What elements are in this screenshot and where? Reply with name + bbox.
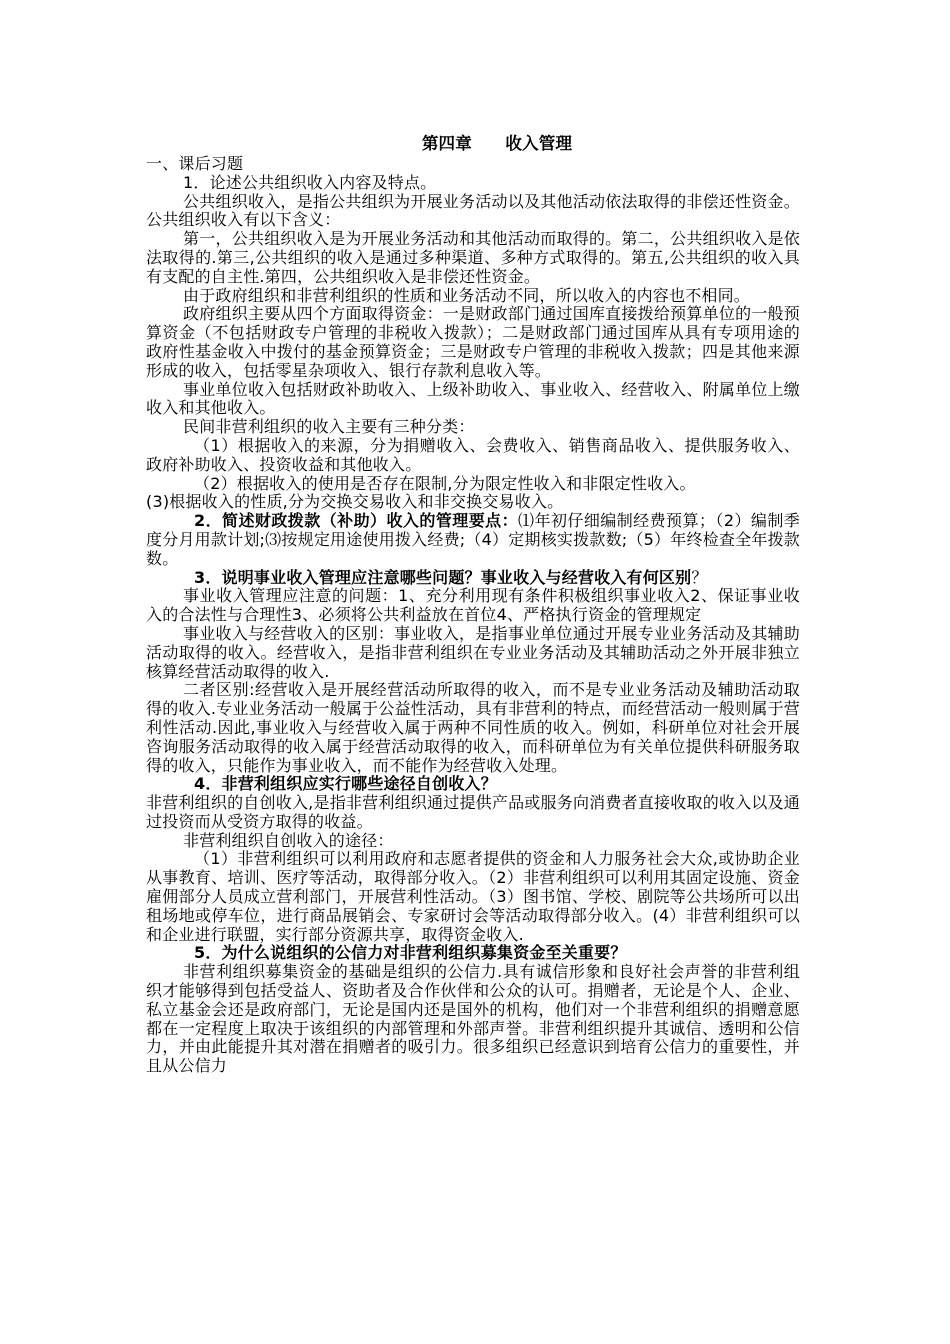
paragraph-text: 事业收入管理应注意的问题：1、充分利用现有条件积极组织事业收入2、保证事业收入的合法性与合理性3、必须将公共利益放在首位4、严格执行资金的管理规定 [146,586,800,625]
paragraph-text: （1）非营利组织可以利用政府和志愿者提供的资金和人力服务社会大众,或协助企业从事教育、培训、医疗等活动，取得部分收入。（2）非营利组织可以利用其固定设施、资金雇佣部分人员成立营利部门，开展营利性活动。（3）图书馆、学校、剧院等公共场所可以出租场地或停车位，进行商品展销会、专家研讨会等活动取得部分收入。(4）非营利组织可以和企业进行联盟，实行部分资源共享，取得资金收入. [146,849,800,944]
paragraph-text: 公共组织收入，是指公共组织为开展业务活动以及其他活动依法取得的非偿还性资金。公共组织收入有以下含义： [146,191,800,230]
paragraph-text: 民间非营利组织的收入主要有三种分类： [183,417,475,437]
paragraph-text: ⑴年初仔细编制经费预算；（2）编制季度分月用款计划;⑶按规定用途使用拨入经费;（4）定期核实拨款数;（5）年终检查全年拨款数。 [146,511,800,568]
paragraph [146,193,800,231]
paragraph [146,287,800,306]
question-heading: 3．说明事业收入管理应注意哪些问题？事业收入与经营收入有何区别 [194,567,692,587]
paragraph [146,794,800,832]
paragraph-text: （1）根据收入的来源，分为捐赠收入、会费收入、销售商品收入、提供服务收入、政府补助收入、投资收益和其他收入。 [146,435,800,474]
paragraph-text: 一、课后习题 [146,154,244,173]
paragraph-text: 非营利组织的自创收入,是指非营利组织通过提供产品或服务向消费者直接收取的收入以及通过投资而从受资方取得的收益。 [146,793,800,831]
document-body [146,134,800,1076]
paragraph [146,625,800,681]
paragraph [146,418,800,437]
paragraph [146,587,800,625]
paragraph [146,681,800,775]
paragraph [146,475,800,494]
paragraph-list [146,155,800,1076]
question-heading: 5．为什么说组织的公信力对非营利组织募集资金至关重要？ [194,943,627,963]
paragraph-text: 政府组织主要从四个方面取得资金：一是财政部门通过国库直接拨给预算单位的一般预算资金（不包括财政专户管理的非税收入拨款）；二是财政部门通过国库从具有专项用途的政府性基金收入中拨付的基金预算资金；三是财政专户管理的非税收入拨款；四是其他来源形成的收入，包括零星杂项收入、银行存款利息收入等。 [146,304,800,380]
paragraph [146,230,800,286]
paragraph [146,512,800,568]
paragraph-text: 事业收入与经营收入的区别：事业收入，是指事业单位通过开展专业业务活动及其辅助活动取得的收入。经营收入，是指非营利组织在专业业务活动及其辅助活动之外开展非独立核算经营活动取得的收入. [146,623,800,681]
paragraph [146,437,800,475]
paragraph [146,381,800,419]
question-heading: 4．非营利组织应实行哪些途径自创收入？ [194,774,497,794]
paragraph-text: 非营利组织募集资金的基础是组织的公信力.具有诚信形象和良好社会声誉的非营利组织才能够得到包括受益人、资助者及合作伙伴和公众的认可。捐赠者，无论是个人、企业、私立基金会还是政府部门，无论是国内还是国外的机构，他们对一个非营利组织的捐赠意愿都在一定程度上取决于该组织的内部管理和外部声誉。非营利组织提升其诚信、透明和公信力，并由此能提升其对潜在捐赠者的吸引力。很多组织已经意识到培育公信力的重要性，并且从公信力 [146,962,800,1076]
paragraph-text: 事业单位收入包括财政补助收入、上级补助收入、事业收入、经营收入、附属单位上缴收入和其他收入。 [146,379,800,418]
paragraph [146,963,800,1076]
question-heading: 2．简述财政拨款（补助）收入的管理要点： [194,511,519,531]
paragraph [146,155,800,174]
paragraph-text: 由于政府组织和非营利组织的性质和业务活动不同，所以收入的内容也不相同。 [183,285,751,305]
paragraph [146,944,800,963]
paragraph-text: 非营利组织自创收入的途径： [183,830,394,850]
paragraph [146,832,800,851]
paragraph [146,493,800,512]
paragraph [146,569,800,588]
paragraph-text: (3)根据收入的性质,分为交换交易收入和非交换交易收入。 [146,492,564,512]
chapter-title: 第四章 收入管理 [421,134,573,153]
paragraph-text: （2）根据收入的使用是否存在限制,分为限定性收入和非限定性收入。 [194,473,696,493]
paragraph [146,305,800,380]
paragraph [146,775,800,794]
paragraph [146,850,800,944]
paragraph-text: 第一，公共组织收入是为开展业务活动和其他活动而取得的。第二，公共组织收入是依法取得的.第三,公共组织的收入是通过多种渠道、多种方式取得的。第五,公共组织的收入具有支配的自主性.第四，公共组织收入是非偿还性资金。 [146,229,800,286]
paragraph-text: ？ [691,567,708,587]
paragraph [146,174,800,193]
paragraph-text: 1．论述公共组织收入内容及特点。 [183,172,437,192]
paragraph-text: 二者区别:经营收入是开展经营活动所取得的收入，而不是专业业务活动及辅助活动取得的收入.专业业务活动一般属于公益性活动，具有非营利的特点，而经营活动一般则属于营利性活动.因此,事业收入与经营收入属于两种不同性质的收入。例如，科研单位对社会开展咨询服务活动取得的收入属于经营活动取得的收入，而科研单位为有关单位提供科研服务取得的收入，只能作为事业收入，而不能作为经营收入处理。 [146,680,800,775]
